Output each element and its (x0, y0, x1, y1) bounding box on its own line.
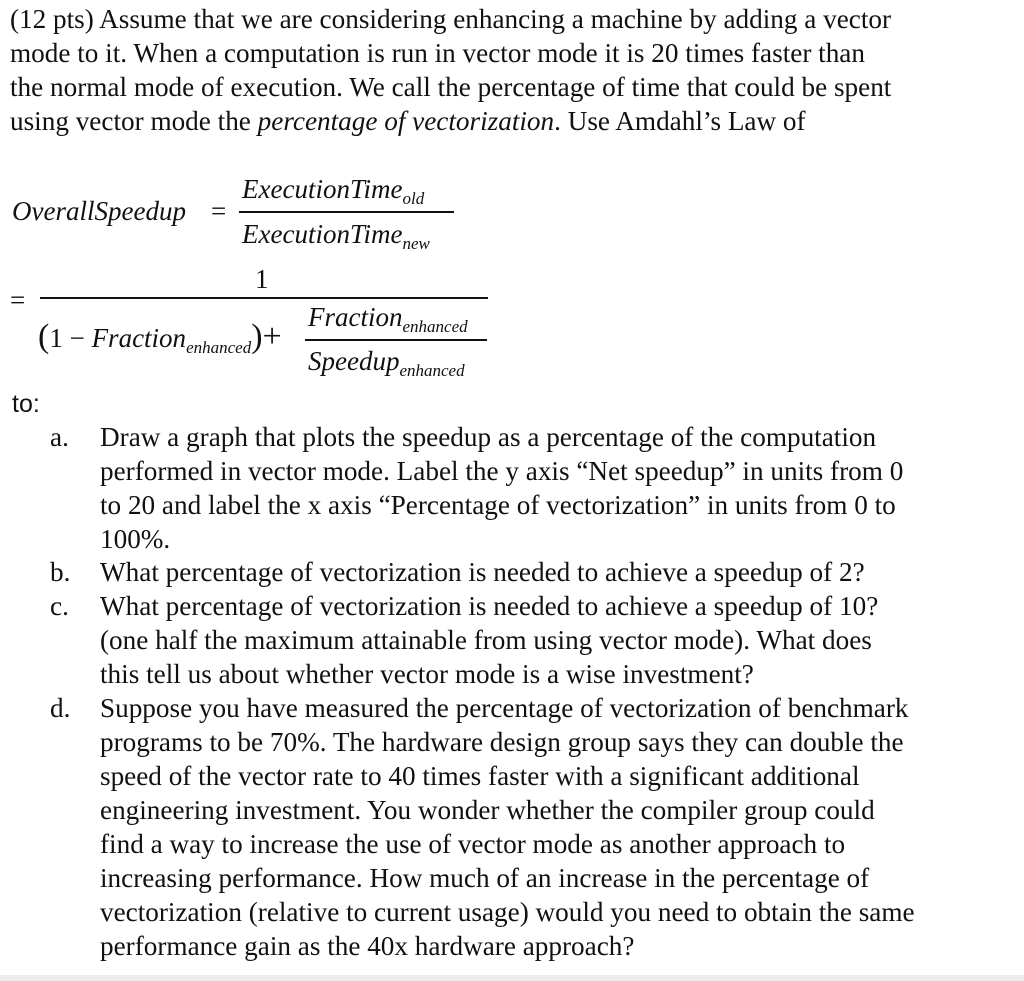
question-item-a (0, 420, 1024, 555)
item-line: Suppose you have measured the percentage of vectorization of benchmark (100, 693, 909, 723)
item-marker: a. (50, 422, 69, 452)
question-item-c (0, 589, 1024, 691)
intro-line4-start: using vector mode the (10, 106, 258, 136)
item-line: increasing performance. How much of an increase in the percentage of (100, 863, 870, 893)
formula-equals-2: = (10, 285, 26, 315)
intro-line: mode to it. When a computation is run in vector mode it is 20 times faster than (10, 38, 865, 68)
formula-lhs: OverallSpeedup (12, 196, 186, 226)
formula-one: 1 (255, 264, 269, 294)
subscript-enhanced: enhanced (402, 317, 468, 336)
intro-line: (12 pts) Assume that we are considering enhancing a machine by adding a vector (10, 4, 892, 34)
item-text (100, 589, 1010, 691)
item-line: speed of the vector rate to 40 times faster with a significant additional (100, 761, 860, 791)
item-text (100, 555, 1010, 589)
item-text (100, 691, 1010, 963)
item-line: find a way to increase the use of vector mode as another approach to (100, 829, 846, 859)
one-minus-fraction (38, 318, 282, 358)
item-line: performed in vector mode. Label the y axis “Net speedup” in units from 0 (100, 456, 904, 486)
subscript-old: old (402, 189, 425, 208)
item-line: Draw a graph that plots the speedup as a percentage of the computation (100, 422, 877, 452)
item-line: (one half the maximum attainable from using vector mode). What does (100, 625, 872, 655)
item-line: programs to be 70%. The hardware design group says they can double the (100, 727, 904, 757)
item-marker: c. (50, 591, 69, 621)
item-marker: d. (50, 693, 71, 723)
fraction-term: Fraction (91, 323, 187, 353)
item-line: to 20 and label the x axis “Percentage of vectorization” in units from 0 to (100, 490, 896, 520)
close-paren-plus: )+ (251, 318, 282, 355)
to-label: to: (12, 390, 40, 418)
page-bottom-edge (0, 975, 1024, 981)
intro-line: the normal mode of execution. We call the percentage of time that could be spent (10, 72, 892, 102)
main-fraction-bar (40, 297, 488, 299)
item-marker: b. (50, 557, 71, 587)
inner-denominator (308, 346, 465, 381)
item-line: What percentage of vectorization is needed to achieve a speedup of 2? (100, 557, 865, 587)
item-line: engineering investment. You wonder whether the compiler group could (100, 795, 875, 825)
intro-line (10, 104, 1015, 138)
problem-intro (10, 2, 1015, 138)
formula-equals: = (211, 196, 227, 226)
item-line: 100%. (100, 524, 171, 554)
intro-line4-end: . Use Amdahl’s Law of (554, 106, 806, 136)
open-paren: ( (38, 318, 50, 355)
question-item-d (0, 691, 1024, 963)
fraction-bar (239, 211, 454, 213)
fraction-term: Fraction (308, 302, 403, 332)
item-line: What percentage of vectorization is needed to achieve a speedup of 10? (100, 591, 879, 621)
inner-numerator (308, 302, 468, 337)
item-line: performance gain as the 40x hardware approach? (100, 931, 635, 961)
question-item-b (0, 555, 1024, 589)
exec-time-new: ExecutionTime (242, 219, 403, 249)
item-text (100, 420, 1010, 556)
item-line: vectorization (relative to current usage) would you need to obtain the same (100, 897, 915, 927)
exec-time-old: ExecutionTime (242, 174, 403, 204)
inner-fraction-bar (305, 339, 487, 341)
formula-denominator (242, 219, 430, 254)
term-percentage-of-vectorization: percentage of vectorization (257, 106, 555, 136)
subscript-new: new (402, 234, 430, 253)
speedup-term: Speedup (308, 346, 400, 376)
subscript-enhanced: enhanced (186, 338, 252, 357)
item-line: this tell us about whether vector mode is a wise investment? (100, 659, 754, 689)
subscript-enhanced: enhanced (399, 361, 465, 380)
question-list (0, 420, 1024, 963)
one-minus: 1 − (49, 323, 92, 353)
formula-numerator (242, 174, 424, 209)
